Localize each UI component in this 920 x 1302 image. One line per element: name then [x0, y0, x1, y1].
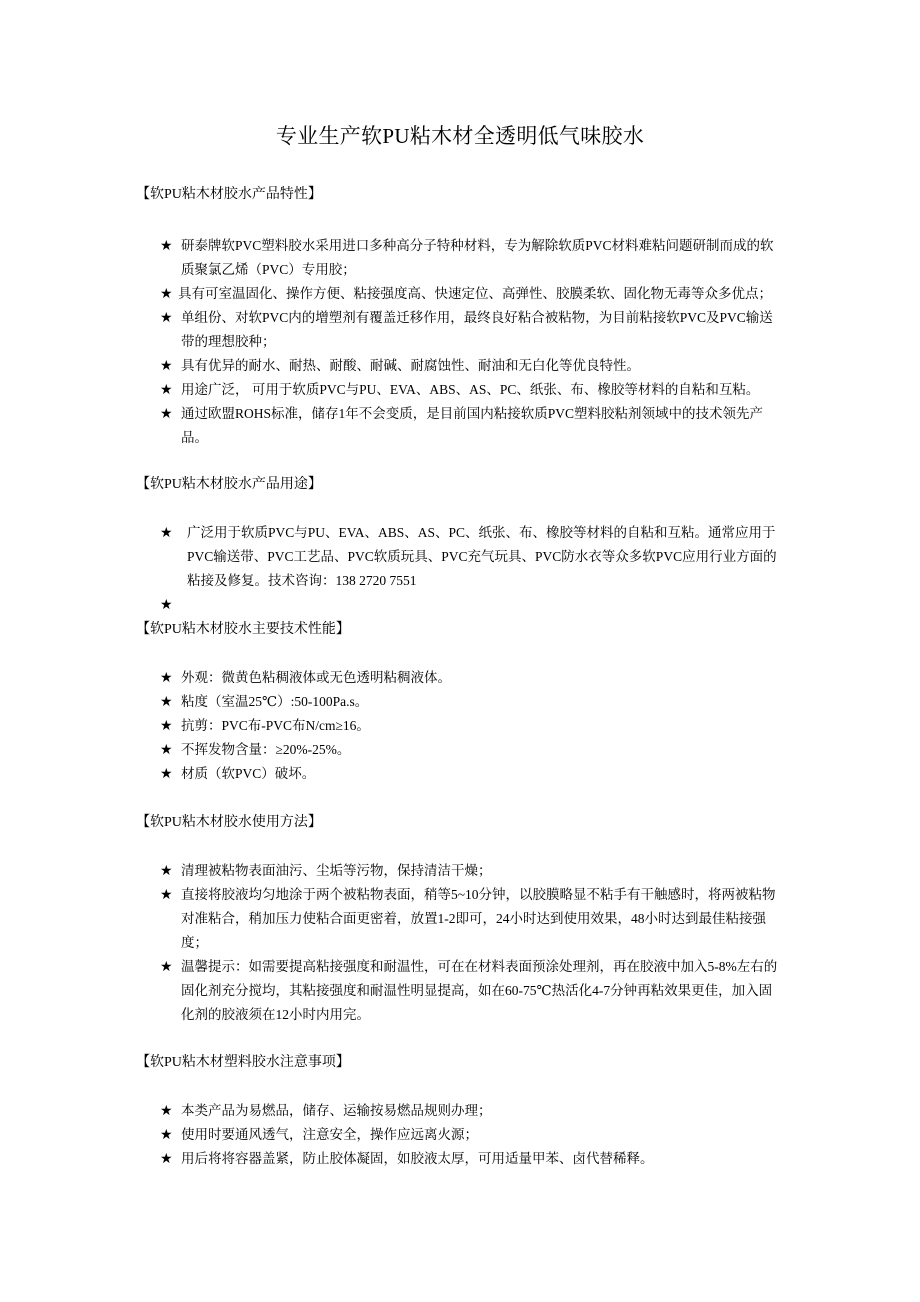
- list-item-text: 清理被粘物表面油污、尘垢等污物，保持清洁干燥；: [181, 863, 492, 878]
- list-item: [160, 354, 780, 378]
- star-bullet-icon: ★: [160, 863, 173, 879]
- bullet-list: [160, 1099, 780, 1171]
- star-bullet-icon: ★: [160, 742, 173, 758]
- list-item-text: 通过欧盟ROHS标准，储存1年不会变质，是目前国内粘接软质PVC塑料胶粘剂领域中的技术领先产品。: [181, 406, 764, 445]
- bullet-list: [160, 859, 780, 1027]
- star-bullet-icon: ★: [160, 310, 173, 326]
- list-item-text: 具有优异的耐水、耐热、耐酸、耐碱、耐腐蚀性、耐油和无白化等优良特性。: [181, 358, 640, 373]
- list-item-text: 研泰牌软PVC塑料胶水采用进口多种高分子特种材料，专为解除软质PVC材料难粘问题研制而成的软质聚氯乙烯（PVC）专用胶；: [181, 238, 774, 277]
- star-bullet-icon: ★: [160, 694, 173, 710]
- list-item-text: 直接将胶液均匀地涂于两个被粘物表面，稍等5~10分钟，以胶膜略显不粘手有干触感时，将两被粘物对准粘合，稍加压力使粘合面更密着，放置1-2即可，24小时达到使用效果，48小时达到最佳粘接强度；: [181, 887, 776, 950]
- section-product-uses: [136, 475, 796, 613]
- list-item-text: 不挥发物含量：≥20%-25%。: [181, 742, 351, 757]
- bullet-list: [160, 521, 780, 613]
- list-item: [160, 690, 780, 714]
- list-item: [160, 762, 780, 786]
- star-bullet-icon: ★: [160, 766, 173, 782]
- section-precautions: [136, 1053, 796, 1167]
- list-item-text: 广泛用于软质PVC与PU、EVA、ABS、AS、PC、纸张、布、橡胶等材料的自粘和互粘。通常应用于PVC输送带、PVC工艺品、PVC软质玩具、PVC充气玩具、PVC防水衣等众多软PVC应用行业方面的粘接及修复。技术咨询：138 2720 7551: [187, 525, 777, 588]
- list-item: [160, 234, 780, 282]
- list-item: [160, 883, 780, 955]
- star-bullet-icon: ★: [160, 959, 173, 975]
- list-item-text: 具有可室温固化、操作方便、粘接强度高、快速定位、高弹性、胶膜柔软、固化物无毒等众多优点；: [178, 286, 772, 301]
- star-bullet-icon: ★: [160, 1127, 173, 1143]
- list-item-text: 温馨提示：如需要提高粘接强度和耐温性，可在在材料表面预涂处理剂，再在胶液中加入5-8%左右的固化剂充分搅均，其粘接强度和耐温性明显提高，如在60-75℃热活化4-7分钟再粘效果更佳，加入固化剂的胶液须在12小时内用完。: [181, 959, 778, 1022]
- list-item: [160, 306, 780, 354]
- star-bullet-icon: ★: [160, 286, 173, 302]
- star-bullet-icon: ★: [160, 597, 173, 613]
- section-heading: 【软PU粘木材胶水产品用途】: [136, 477, 322, 492]
- star-bullet-icon: ★: [160, 525, 173, 541]
- list-item: [160, 714, 780, 738]
- list-item: [160, 955, 780, 1027]
- section-heading: 【软PU粘木材塑料胶水注意事项】: [136, 1055, 350, 1070]
- star-bullet-icon: ★: [160, 358, 173, 374]
- list-item: [160, 1123, 780, 1147]
- list-item: [160, 521, 780, 593]
- section-technical-specs: [136, 620, 796, 782]
- list-item-text: 单组份、对软PVC内的增塑剂有覆盖迁移作用，最终良好粘合被粘物，为目前粘接软PVC及PVC输送带的理想胶种；: [181, 310, 773, 349]
- list-item-text: 粘度（室温25℃）:50-100Pa.s。: [181, 694, 369, 709]
- star-bullet-icon: ★: [160, 1151, 173, 1167]
- bullet-list: [160, 234, 780, 450]
- list-item: [160, 1099, 780, 1123]
- star-bullet-icon: ★: [160, 670, 173, 686]
- list-item: [160, 1147, 780, 1171]
- star-bullet-icon: ★: [160, 238, 173, 254]
- list-item: [160, 282, 780, 306]
- star-bullet-icon: ★: [160, 1103, 173, 1119]
- star-bullet-icon: ★: [160, 406, 173, 422]
- star-bullet-icon: ★: [160, 718, 173, 734]
- list-item-text: 使用时要通风透气，注意安全，操作应远离火源；: [181, 1127, 478, 1142]
- section-product-features: [136, 185, 796, 445]
- section-heading: 【软PU粘木材胶水主要技术性能】: [136, 622, 350, 637]
- list-item-text: 用途广泛， 可用于软质PVC与PU、EVA、ABS、AS、PC、纸张、布、橡胶等材料的自粘和互粘。: [181, 382, 760, 397]
- list-item-text: 本类产品为易燃品，储存、运输按易燃品规则办理；: [181, 1103, 492, 1118]
- section-usage-method: [136, 813, 796, 1022]
- list-item: [160, 738, 780, 762]
- list-item: [160, 666, 780, 690]
- list-item: [160, 859, 780, 883]
- list-item-text: 材质（软PVC）破坏。: [181, 766, 316, 781]
- list-item: [160, 402, 780, 450]
- bullet-list: [160, 666, 780, 786]
- star-bullet-icon: ★: [160, 382, 173, 398]
- list-item-text: 抗剪：PVC布-PVC布N/cm≥16。: [181, 718, 370, 733]
- section-heading: 【软PU粘木材胶水使用方法】: [136, 815, 322, 830]
- section-heading: 【软PU粘木材胶水产品特性】: [136, 187, 322, 202]
- list-item-text: 用后将将容器盖紧，防止胶体凝固，如胶液太厚，可用适量甲苯、卤代替稀释。: [181, 1151, 654, 1166]
- page-title: 专业生产软PU粘木材全透明低气味胶水: [275, 124, 645, 148]
- list-item: [160, 378, 780, 402]
- list-item-text: 外观：微黄色粘稠液体或无色透明粘稠液体。: [181, 670, 451, 685]
- star-bullet-icon: ★: [160, 887, 173, 903]
